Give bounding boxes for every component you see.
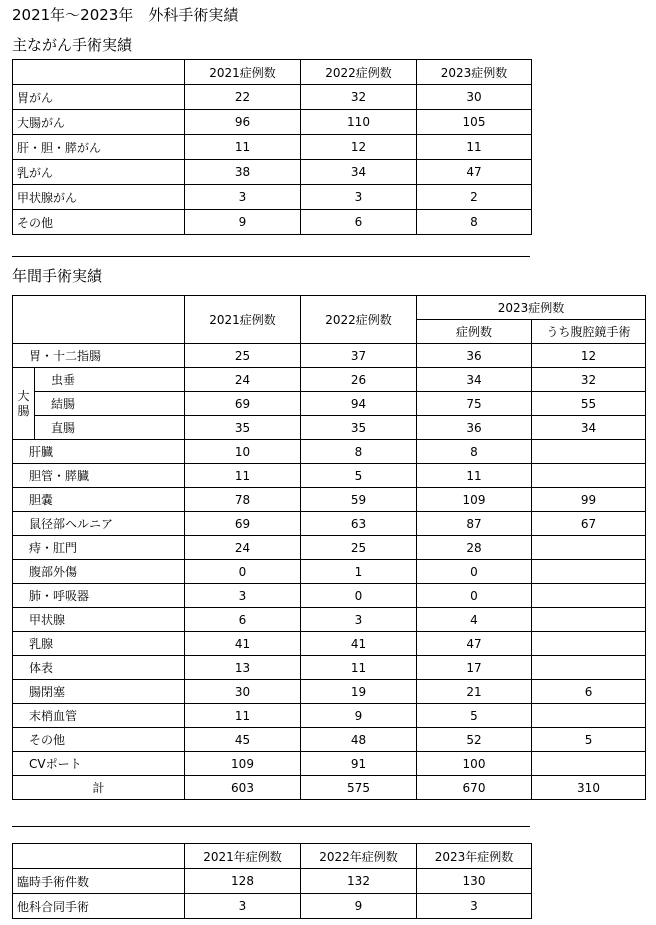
row-label: 甲状腺: [13, 608, 185, 632]
cell-value: 91: [301, 752, 417, 776]
row-label: その他: [13, 210, 185, 235]
cell-value: [532, 656, 646, 680]
cell-value: 603: [185, 776, 301, 800]
cell-value: 52: [417, 728, 532, 752]
cell-value: 22: [185, 85, 301, 110]
table-row: [13, 416, 646, 440]
table-row: [13, 368, 646, 392]
cell-value: 128: [185, 869, 301, 894]
cell-value: 78: [185, 488, 301, 512]
row-label: 腹部外傷: [13, 560, 185, 584]
cell-value: 3: [301, 608, 417, 632]
annual-heading: 年間手術実績: [12, 267, 103, 285]
table-row: [13, 440, 646, 464]
table-row: [13, 894, 532, 919]
cell-value: 3: [185, 584, 301, 608]
row-label: その他: [13, 728, 185, 752]
main-cancer-table: [12, 59, 532, 235]
cell-value: 575: [301, 776, 417, 800]
table-header-row: [13, 844, 532, 869]
table-row: [13, 869, 532, 894]
cell-value: 63: [301, 512, 417, 536]
cell-value: 6: [301, 210, 417, 235]
cell-value: 94: [301, 392, 417, 416]
cell-value: 35: [185, 416, 301, 440]
cell-value: 30: [185, 680, 301, 704]
table-row: [13, 488, 646, 512]
table-row: [13, 464, 646, 488]
empty-header-cell: [13, 296, 185, 344]
cell-value: 34: [532, 416, 646, 440]
column-header: 2022症例数: [301, 296, 417, 344]
row-label: 虫垂: [35, 368, 185, 392]
cell-value: 41: [301, 632, 417, 656]
column-header: 2022症例数: [301, 60, 417, 85]
cell-value: 36: [417, 416, 532, 440]
cell-value: 47: [417, 632, 532, 656]
table-header-row: [13, 60, 532, 85]
row-label: CVポート: [13, 752, 185, 776]
cell-value: [532, 704, 646, 728]
row-label: 乳がん: [13, 160, 185, 185]
row-label: 胃・十二指腸: [13, 344, 185, 368]
cell-value: 30: [417, 85, 532, 110]
cell-value: 11: [301, 656, 417, 680]
table-row: [13, 135, 532, 160]
table-row: [13, 110, 532, 135]
total-label: 計: [13, 776, 185, 800]
page-title: 2021年～2023年 外科手術実績: [12, 6, 239, 24]
cell-value: 25: [301, 536, 417, 560]
cell-value: 5: [301, 464, 417, 488]
cell-value: 130: [417, 869, 532, 894]
empty-header-cell: [13, 844, 185, 869]
cell-value: 34: [301, 160, 417, 185]
cell-value: 36: [417, 344, 532, 368]
cell-value: 38: [185, 160, 301, 185]
column-header: 2022年症例数: [301, 844, 417, 869]
annual-table: [12, 295, 646, 800]
cell-value: 19: [301, 680, 417, 704]
table-row: [13, 656, 646, 680]
row-label: 臨時手術件数: [13, 869, 185, 894]
cell-value: 34: [417, 368, 532, 392]
cell-value: 0: [185, 560, 301, 584]
row-label: 体表: [13, 656, 185, 680]
table-row: [13, 704, 646, 728]
cell-value: 0: [301, 584, 417, 608]
cell-value: 9: [185, 210, 301, 235]
table-row: [13, 344, 646, 368]
cell-value: 75: [417, 392, 532, 416]
cell-value: 0: [417, 584, 532, 608]
cell-value: 11: [185, 135, 301, 160]
row-label: 結腸: [35, 392, 185, 416]
cell-value: 3: [185, 185, 301, 210]
table-row: [13, 560, 646, 584]
cell-value: 5: [417, 704, 532, 728]
row-label: 肝臓: [13, 440, 185, 464]
cell-value: 28: [417, 536, 532, 560]
cell-value: 11: [185, 464, 301, 488]
cell-value: [532, 584, 646, 608]
cell-value: 35: [301, 416, 417, 440]
cell-value: 9: [301, 704, 417, 728]
row-label: 胆嚢: [13, 488, 185, 512]
table-row: [13, 680, 646, 704]
table-row: [13, 728, 646, 752]
cell-value: 100: [417, 752, 532, 776]
cell-value: 96: [185, 110, 301, 135]
cell-value: [532, 536, 646, 560]
cell-value: 1: [301, 560, 417, 584]
cell-value: 8: [417, 440, 532, 464]
cell-value: 2: [417, 185, 532, 210]
row-label: 腸閉塞: [13, 680, 185, 704]
column-header: 2021症例数: [185, 296, 301, 344]
cell-value: 11: [417, 464, 532, 488]
daicho-group-text: 大腸: [17, 388, 30, 418]
cell-value: 3: [417, 894, 532, 919]
cell-value: 47: [417, 160, 532, 185]
column-header: 2021年症例数: [185, 844, 301, 869]
cell-value: 11: [185, 704, 301, 728]
row-label: 他科合同手術: [13, 894, 185, 919]
cell-value: 6: [185, 608, 301, 632]
cell-value: 67: [532, 512, 646, 536]
cell-value: 37: [301, 344, 417, 368]
table-row: [13, 536, 646, 560]
section-divider: [12, 826, 530, 827]
cell-value: 69: [185, 512, 301, 536]
cell-value: 11: [417, 135, 532, 160]
row-label: 末梢血管: [13, 704, 185, 728]
cell-value: 9: [301, 894, 417, 919]
cell-value: [532, 560, 646, 584]
cell-value: 25: [185, 344, 301, 368]
cell-value: 17: [417, 656, 532, 680]
cell-value: 132: [301, 869, 417, 894]
table-row: [13, 85, 532, 110]
cell-value: [532, 440, 646, 464]
cell-value: 69: [185, 392, 301, 416]
cell-value: 24: [185, 368, 301, 392]
table-row: [13, 512, 646, 536]
cell-value: 13: [185, 656, 301, 680]
cell-value: 8: [417, 210, 532, 235]
cell-value: 670: [417, 776, 532, 800]
row-label: 胃がん: [13, 85, 185, 110]
table-header-row: [13, 296, 646, 320]
cell-value: 109: [417, 488, 532, 512]
cell-value: 10: [185, 440, 301, 464]
table-row: [13, 608, 646, 632]
cell-value: 105: [417, 110, 532, 135]
row-label: 肝・胆・膵がん: [13, 135, 185, 160]
cell-value: 59: [301, 488, 417, 512]
cell-value: 26: [301, 368, 417, 392]
row-label: 痔・肛門: [13, 536, 185, 560]
cell-value: 32: [301, 85, 417, 110]
cell-value: 41: [185, 632, 301, 656]
cell-value: 0: [417, 560, 532, 584]
cell-value: [532, 752, 646, 776]
table-row: [13, 210, 532, 235]
cell-value: [532, 632, 646, 656]
cell-value: 45: [185, 728, 301, 752]
cell-value: 32: [532, 368, 646, 392]
daicho-group-label: [13, 368, 35, 440]
misc-table: [12, 843, 532, 919]
cell-value: [532, 608, 646, 632]
column-header: 2023年症例数: [417, 844, 532, 869]
section-divider: [12, 256, 530, 257]
cell-value: 24: [185, 536, 301, 560]
column-header: 2023症例数: [417, 60, 532, 85]
cell-value: 12: [532, 344, 646, 368]
column-subheader: うち腹腔鏡手術: [532, 320, 646, 344]
cell-value: 310: [532, 776, 646, 800]
table-row: [13, 632, 646, 656]
row-label: 甲状腺がん: [13, 185, 185, 210]
cell-value: [532, 464, 646, 488]
cell-value: 5: [532, 728, 646, 752]
table-row: [13, 392, 646, 416]
column-header-group: 2023症例数: [417, 296, 646, 320]
cell-value: 55: [532, 392, 646, 416]
cell-value: 99: [532, 488, 646, 512]
row-label: 大腸がん: [13, 110, 185, 135]
row-label: 胆管・膵臓: [13, 464, 185, 488]
row-label: 乳腺: [13, 632, 185, 656]
cell-value: 87: [417, 512, 532, 536]
cell-value: 3: [301, 185, 417, 210]
table-row: [13, 752, 646, 776]
cell-value: 21: [417, 680, 532, 704]
total-row: [13, 776, 646, 800]
cell-value: 8: [301, 440, 417, 464]
empty-header-cell: [13, 60, 185, 85]
cell-value: 3: [185, 894, 301, 919]
cell-value: 12: [301, 135, 417, 160]
table-row: [13, 185, 532, 210]
row-label: 肺・呼吸器: [13, 584, 185, 608]
cell-value: 48: [301, 728, 417, 752]
row-label: 直腸: [35, 416, 185, 440]
column-header: 2021症例数: [185, 60, 301, 85]
cell-value: 6: [532, 680, 646, 704]
row-label: 鼠径部ヘルニア: [13, 512, 185, 536]
table-row: [13, 584, 646, 608]
cell-value: 4: [417, 608, 532, 632]
cell-value: 109: [185, 752, 301, 776]
cell-value: 110: [301, 110, 417, 135]
table-row: [13, 160, 532, 185]
column-subheader: 症例数: [417, 320, 532, 344]
main-cancer-heading: 主ながん手術実績: [12, 36, 133, 54]
